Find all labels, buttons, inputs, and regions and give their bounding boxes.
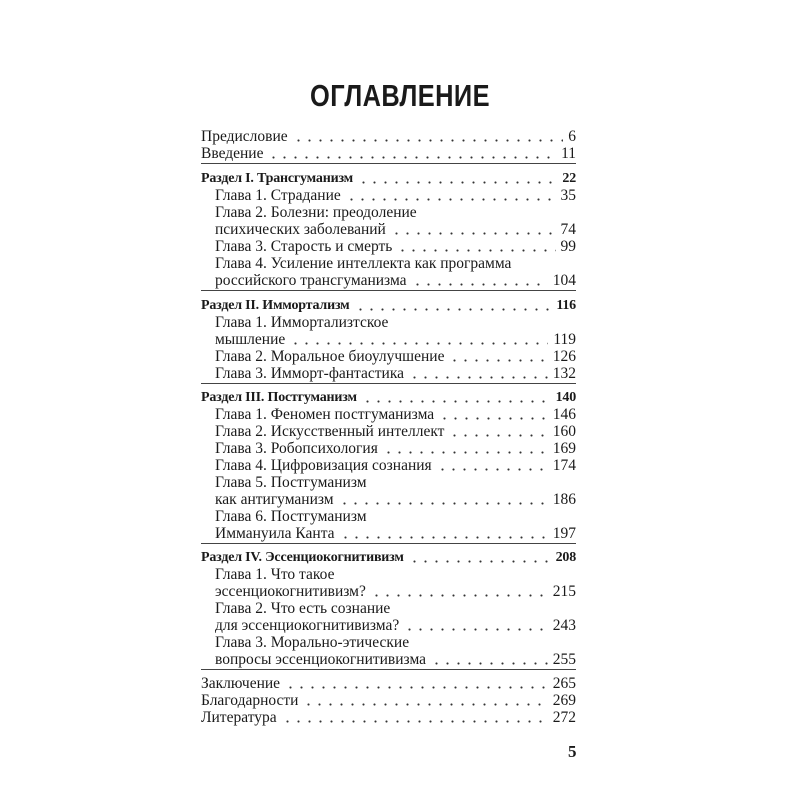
toc-entry-title: психических заболеваний	[215, 221, 386, 238]
toc-page-number: 126	[552, 348, 576, 365]
toc-entry-title: вопросы эссенциокогнитивизма	[215, 651, 427, 668]
toc-page-number: 104	[552, 272, 576, 289]
toc-page-number: 132	[552, 365, 576, 382]
toc-page-number: 119	[553, 331, 576, 348]
toc-entry-title: Глава 1. Иммортализтское	[215, 314, 389, 331]
dot-leader	[371, 594, 548, 597]
toc-entry-title: Глава 3. Робопсихология	[215, 440, 378, 457]
dot-leader	[449, 434, 547, 437]
toc-page-number: 186	[552, 491, 576, 508]
toc-entry-title: Иммануила Канта	[215, 525, 335, 542]
toc-entry	[201, 617, 576, 634]
toc-entry	[201, 423, 576, 440]
toc-entry	[201, 491, 576, 508]
toc-entry	[201, 187, 576, 204]
toc-section	[201, 297, 576, 384]
dot-leader	[362, 400, 551, 403]
toc-entry-title: для эссенциокогнитивизма?	[215, 617, 400, 634]
toc-entry-title: Глава 2. Болезни: преодоление	[215, 204, 417, 221]
toc-entry	[201, 675, 576, 692]
table-of-contents	[201, 128, 576, 726]
toc-entry	[201, 525, 576, 542]
dot-leader	[285, 686, 548, 689]
toc-entry-title: Заключение	[201, 675, 281, 692]
toc-page-number: 215	[552, 583, 576, 600]
toc-page-number: 265	[552, 675, 576, 692]
toc-entry-title: Раздел IV. Эссенциокогнитивизм	[201, 550, 404, 565]
dot-leader	[282, 720, 548, 723]
toc-entry	[201, 238, 576, 255]
dot-leader	[303, 703, 547, 706]
toc-entry-title: Глава 3. Имморт-фантастика	[215, 365, 405, 382]
toc-entry	[201, 272, 576, 289]
toc-page-number: 272	[552, 709, 576, 726]
toc-section-heading	[201, 297, 576, 314]
page-number: 5	[568, 742, 577, 761]
dot-leader	[409, 376, 548, 379]
dot-leader	[431, 662, 548, 665]
dot-leader	[340, 536, 548, 539]
toc-entry-title: Глава 2. Что есть сознание	[215, 600, 391, 617]
dot-leader	[409, 560, 551, 563]
toc-section-heading	[201, 170, 576, 187]
toc-entry	[201, 440, 576, 457]
toc-entry-title: Предисловие	[201, 128, 288, 145]
toc-entry-title: Раздел II. Иммортализм	[201, 298, 350, 313]
toc-entry-title: Глава 4. Цифровизация сознания	[215, 457, 432, 474]
toc-entry-title: Введение	[201, 145, 264, 162]
toc-entry	[201, 692, 576, 709]
toc-entry	[201, 651, 576, 668]
toc-entry	[201, 348, 576, 365]
toc-entry	[201, 600, 576, 617]
toc-entry-title: Раздел I. Трансгуманизм	[201, 171, 354, 186]
toc-entry	[201, 255, 576, 272]
toc-entry-title: Благодарности	[201, 692, 299, 709]
toc-entry	[201, 365, 576, 382]
toc-page-number: 22	[562, 171, 576, 186]
toc-page-number: 35	[560, 187, 576, 204]
toc-page-number: 174	[552, 457, 576, 474]
toc-entry	[201, 204, 576, 221]
dot-leader	[397, 249, 555, 252]
toc-section-heading	[201, 389, 576, 406]
toc-section	[201, 675, 576, 726]
dot-leader	[268, 156, 556, 159]
dot-leader	[293, 139, 564, 142]
dot-leader	[358, 181, 557, 184]
toc-page-number: 146	[552, 406, 576, 423]
toc-entry-title: Глава 5. Постгуманизм	[215, 474, 367, 491]
toc-entry	[201, 474, 576, 491]
page-title: ОГЛАВЛЕНИЕ	[310, 78, 490, 113]
dot-leader	[383, 451, 548, 454]
toc-entry	[201, 508, 576, 525]
dot-leader	[449, 359, 547, 362]
toc-entry-title: Глава 1. Страдание	[215, 187, 341, 204]
dot-leader	[339, 502, 548, 505]
toc-entry-title: Раздел III. Постгуманизм	[201, 390, 357, 405]
toc-entry	[201, 457, 576, 474]
toc-entry-title: Глава 1. Феномен постгуманизма	[215, 406, 435, 423]
toc-entry	[201, 634, 576, 651]
toc-page-number: 208	[555, 550, 576, 565]
toc-entry	[201, 566, 576, 583]
toc-page-number: 6	[568, 128, 576, 145]
toc-page-number: 243	[552, 617, 576, 634]
dot-leader	[439, 417, 548, 420]
toc-page-number: 140	[555, 390, 576, 405]
dot-leader	[437, 468, 548, 471]
toc-entry-title: Глава 6. Постгуманизм	[215, 508, 367, 525]
toc-page-number: 169	[552, 440, 576, 457]
dot-leader	[346, 198, 556, 201]
toc-entry-title: как антигуманизм	[215, 491, 334, 508]
toc-entry-title: Глава 3. Морально-этические	[215, 634, 410, 651]
toc-entry	[201, 583, 576, 600]
toc-section	[201, 170, 576, 291]
toc-page-number: 160	[552, 423, 576, 440]
toc-page-number: 197	[552, 525, 576, 542]
toc-section	[201, 549, 576, 670]
toc-page-number: 99	[560, 238, 576, 255]
toc-entry	[201, 314, 576, 331]
toc-entry-title: эссенциокогнитивизм?	[215, 583, 366, 600]
toc-entry	[201, 709, 576, 726]
toc-entry	[201, 128, 576, 145]
toc-entry-title: Глава 4. Усиление интеллекта как программа	[215, 255, 512, 272]
dot-leader	[391, 232, 556, 235]
toc-entry-title: российского трансгуманизма	[215, 272, 407, 289]
toc-entry-title: Литература	[201, 709, 277, 726]
toc-page-number: 269	[552, 692, 576, 709]
toc-entry	[201, 406, 576, 423]
toc-entry-title: мышление	[215, 331, 286, 348]
toc-entry	[201, 145, 576, 162]
dot-leader	[404, 628, 548, 631]
toc-page-number: 74	[560, 221, 576, 238]
toc-page-number: 11	[561, 145, 576, 162]
toc-entry-title: Глава 2. Искусственный интеллект	[215, 423, 445, 440]
toc-page-number: 255	[552, 651, 576, 668]
toc-entry-title: Глава 1. Что такое	[215, 566, 335, 583]
toc-entry	[201, 221, 576, 238]
dot-leader	[355, 308, 552, 311]
toc-entry	[201, 331, 576, 348]
dot-leader	[412, 283, 548, 286]
dot-leader	[290, 342, 548, 345]
toc-section	[201, 389, 576, 544]
toc-entry-title: Глава 2. Моральное биоулучшение	[215, 348, 445, 365]
toc-section-heading	[201, 549, 576, 566]
toc-page-number: 116	[556, 298, 576, 313]
toc-section	[201, 128, 576, 164]
toc-entry-title: Глава 3. Старость и смерть	[215, 238, 393, 255]
